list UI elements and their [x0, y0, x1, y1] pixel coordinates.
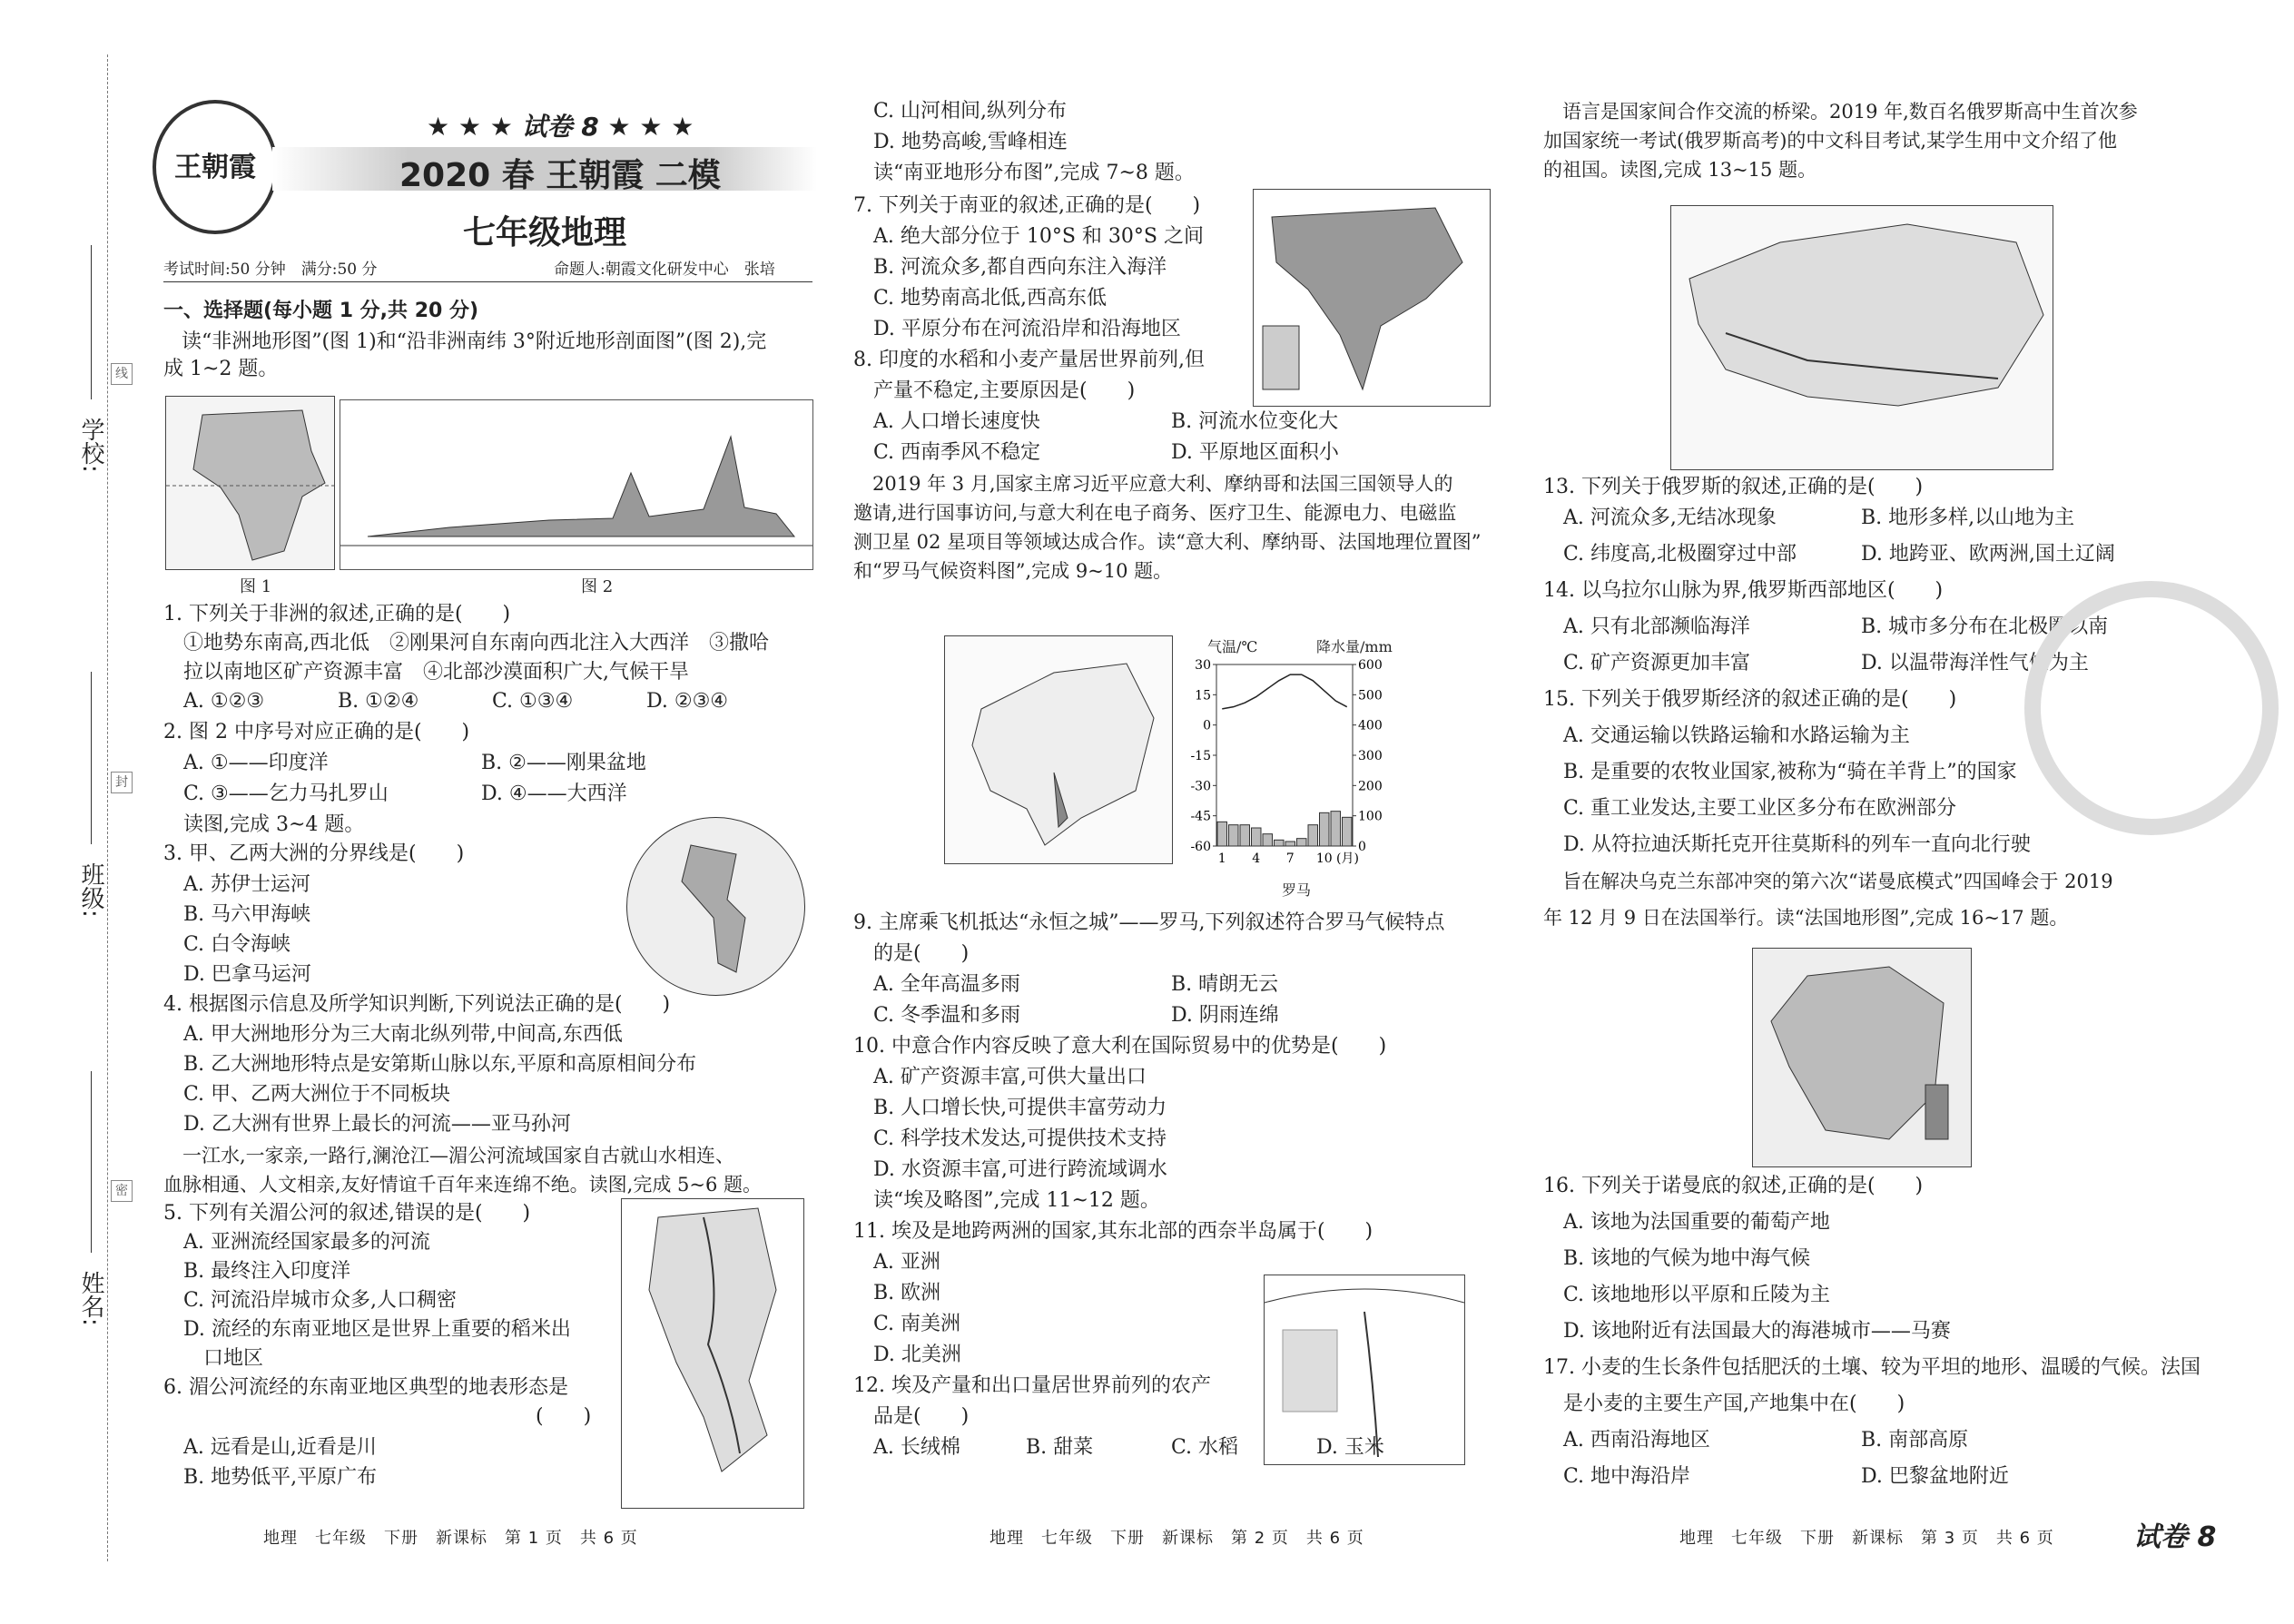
- globe-svg: [627, 818, 804, 995]
- question-16: 16. 下列关于诺曼底的叙述,正确的是( ): [1543, 1175, 1924, 1197]
- elevation-legend: [1263, 326, 1299, 389]
- q1-option-b[interactable]: B. ①②④: [338, 690, 419, 713]
- q11-option-b[interactable]: B. 欧洲: [873, 1282, 941, 1304]
- y-tick-label: -60: [1190, 840, 1211, 854]
- intro-9-10-a: 2019 年 3 月,国家主席习近平应意大利、摩纳哥和法国三国领导人的: [853, 473, 1453, 495]
- footer-page-2: 地理 七年级 下册 新课标 第 2 页 共 6 页: [989, 1529, 1364, 1548]
- y2-tick-label: 500: [1358, 688, 1383, 704]
- q10-option-d[interactable]: D. 水资源丰富,可进行跨流域调水: [873, 1158, 1167, 1181]
- q6-option-b[interactable]: B. 地势低平,平原广布: [183, 1466, 378, 1489]
- q17-option-b[interactable]: B. 南部高原: [1861, 1429, 1969, 1452]
- precip-bar: [1252, 828, 1262, 846]
- intro-1-2: 读“非洲地形图”(图 1)和“沿非洲南纬 3°附近地形剖面图”(图 2),完: [182, 330, 767, 353]
- precip-bar: [1240, 825, 1250, 846]
- y2-tick-label: 0: [1358, 840, 1366, 854]
- q7-option-c[interactable]: C. 地势南高北低,西高东低: [873, 287, 1108, 310]
- q8-option-c[interactable]: C. 西南季风不稳定: [873, 441, 1041, 464]
- q5-option-b[interactable]: B. 最终注入印度洋: [183, 1260, 351, 1283]
- question-7: 7. 下列关于南亚的叙述,正确的是( ): [853, 194, 1201, 217]
- x-axis-unit: (月): [1336, 851, 1359, 866]
- globe-americas-map: [626, 817, 805, 996]
- q17-option-a[interactable]: A. 西南沿海地区: [1563, 1429, 1710, 1452]
- intro-9-10-d: 和“罗马气候资料图”,完成 9~10 题。: [853, 560, 1173, 582]
- cut-line: [107, 54, 108, 1561]
- q12-option-d[interactable]: D. 玉米: [1316, 1436, 1384, 1459]
- precip-bar: [1275, 840, 1285, 846]
- climate-precip-label: 降水量/mm: [1316, 638, 1393, 655]
- intro-3-4: 读图,完成 3~4 题。: [183, 813, 365, 836]
- russia-map: [1670, 205, 2053, 470]
- seal-mi: 密: [111, 1180, 133, 1202]
- seal-xian: 线: [111, 363, 133, 385]
- name-label: 姓名:: [77, 1271, 104, 1326]
- q7-option-b[interactable]: B. 河流众多,都自西向东注入海洋: [873, 256, 1167, 279]
- intro-13-15-a: 语言是国家间合作交流的桥梁。2019 年,数百名俄罗斯高中生首次参: [1543, 101, 2138, 123]
- q14-option-d[interactable]: D. 以温带海洋性气候为主: [1861, 652, 2089, 674]
- q11-option-c[interactable]: C. 南美洲: [873, 1313, 961, 1335]
- q8-option-a[interactable]: A. 人口增长速度快: [873, 410, 1040, 433]
- section-heading: 一、选择题(每小题 1 分,共 20 分): [163, 300, 479, 322]
- page-title: 2020 春 王朝霞 二模: [399, 157, 721, 194]
- question-1-body-b: 拉以南地区矿产资源丰富 ④北部沙漠面积广大,气候干旱: [183, 661, 689, 684]
- q10-option-b[interactable]: B. 人口增长快,可提供丰富劳动力: [873, 1097, 1167, 1119]
- q6-option-c[interactable]: C. 山河相间,纵列分布: [873, 100, 1068, 123]
- q12-option-a[interactable]: A. 长绒棉: [873, 1436, 960, 1459]
- x-tick-label: 7: [1285, 851, 1295, 866]
- france-map-svg: [1753, 949, 1971, 1166]
- q17-option-c[interactable]: C. 地中海沿岸: [1563, 1465, 1691, 1488]
- q4-option-a[interactable]: A. 甲大洲地形分为三大南北纵列带,中间高,东西低: [183, 1023, 623, 1046]
- q14-option-c[interactable]: C. 矿产资源更加丰富: [1563, 652, 1751, 674]
- exam-info: 考试时间:50 分钟 满分:50 分: [163, 261, 378, 279]
- y-tick-label: -30: [1190, 779, 1211, 794]
- south-asia-shape: [1272, 208, 1462, 389]
- intro-5-6a: 一江水,一家亲,一路行,澜沧江—湄公河流域国家自古就山水相连、: [163, 1145, 735, 1166]
- q15-option-b[interactable]: B. 是重要的农牧业国家,被称为“骑在羊背上”的国家: [1563, 761, 2017, 783]
- q7-option-d[interactable]: D. 平原分布在河流沿岸和沿海地区: [873, 318, 1181, 340]
- school-blank[interactable]: [91, 245, 94, 399]
- precip-bar: [1331, 812, 1341, 846]
- south-asia-map: [1253, 189, 1491, 407]
- header-rule: [163, 281, 812, 282]
- q1-option-a[interactable]: A. ①②③: [183, 690, 265, 713]
- france-map: [1752, 948, 1972, 1167]
- question-13: 13. 下列关于俄罗斯的叙述,正确的是( ): [1543, 476, 1924, 498]
- q13-option-a[interactable]: A. 河流众多,无结冰现象: [1563, 507, 1777, 529]
- mekong-map-svg: [622, 1199, 803, 1508]
- y-tick-label: -15: [1190, 749, 1211, 763]
- q12-option-b[interactable]: B. 甜菜: [1026, 1436, 1094, 1459]
- q15-option-c[interactable]: C. 重工业发达,主要工业区多分布在欧洲部分: [1563, 797, 1957, 820]
- rome-climate-chart: [1180, 635, 1398, 899]
- question-12: 12. 埃及产量和出口量居世界前列的农产: [853, 1374, 1211, 1397]
- q15-option-d[interactable]: D. 从符拉迪沃斯托克开往莫斯科的列车一直向北行驶: [1563, 833, 2031, 856]
- q13-option-b[interactable]: B. 地形多样,以山地为主: [1861, 507, 2075, 529]
- class-label: 班级:: [77, 862, 104, 918]
- question-4: 4. 根据图示信息及所学知识判断,下列说法正确的是( ): [163, 993, 671, 1016]
- q3-option-d[interactable]: D. 巴拿马运河: [183, 963, 311, 986]
- q5-option-d-cont: 口地区: [183, 1347, 264, 1370]
- question-9-b: 的是( ): [873, 942, 970, 965]
- q16-option-a[interactable]: A. 该地为法国重要的葡萄产地: [1563, 1211, 1830, 1234]
- precip-bar: [1263, 834, 1273, 846]
- intro-5-6b: 血脉相通、人文相亲,友好情谊千百年来连绵不绝。读图,完成 5~6 题。: [163, 1174, 763, 1196]
- y-tick-label: 0: [1203, 718, 1211, 733]
- q13-option-d[interactable]: D. 地跨亚、欧两洲,国土辽阔: [1861, 543, 2115, 566]
- elevation-legend-france: [1925, 1085, 1948, 1139]
- y2-tick-label: 600: [1358, 658, 1383, 673]
- question-5: 5. 下列有关湄公河的叙述,错误的是( ): [163, 1202, 531, 1225]
- intro-16-17-b: 年 12 月 9 日在法国举行。读“法国地形图”,完成 16~17 题。: [1543, 907, 2069, 929]
- q13-option-c[interactable]: C. 纬度高,北极圈穿过中部: [1563, 543, 1797, 566]
- q1-option-c[interactable]: C. ①③④: [492, 690, 574, 713]
- y-tick-label: -45: [1190, 809, 1211, 824]
- y-tick-label: 15: [1195, 688, 1211, 704]
- footer-page-3: 地理 七年级 下册 新课标 第 3 页 共 6 页: [1679, 1529, 2054, 1548]
- x-tick-label: 1: [1217, 851, 1226, 866]
- q16-option-d[interactable]: D. 该地附近有法国最大的海港城市——马赛: [1563, 1320, 1951, 1343]
- intro-9-10-b: 邀请,进行国事访问,与意大利在电子商务、医疗卫生、能源电力、电磁监: [853, 502, 1457, 524]
- question-12-b: 品是( ): [873, 1405, 970, 1428]
- seal-feng: 封: [111, 772, 133, 793]
- school-label: 学校:: [77, 418, 104, 473]
- question-10: 10. 中意合作内容反映了意大利在国际贸易中的优势是( ): [853, 1035, 1387, 1058]
- intro-16-17-a: 旨在解决乌克兰东部冲突的第六次“诺曼底模式”四国峰会于 2019: [1543, 871, 2113, 892]
- question-11: 11. 埃及是地跨两洲的国家,其东北部的西奈半岛属于( ): [853, 1220, 1373, 1243]
- precip-bar: [1285, 842, 1295, 846]
- q2-option-a[interactable]: A. ①——印度洋: [183, 752, 329, 774]
- name-blank[interactable]: [91, 1071, 94, 1253]
- americas-shape: [682, 845, 745, 972]
- q5-option-a[interactable]: A. 亚洲流经国家最多的河流: [183, 1231, 430, 1254]
- france-shape: [1771, 967, 1944, 1139]
- africa-map-svg: [166, 397, 334, 569]
- y2-tick-label: 400: [1358, 718, 1383, 733]
- intro-9-10-c: 测卫星 02 星项目等领域达成合作。读“意大利、摩纳哥、法国地理位置图”: [853, 531, 1482, 553]
- africa-profile-svg: [340, 400, 812, 569]
- question-15: 15. 下列关于俄罗斯经济的叙述正确的是( ): [1543, 688, 1957, 711]
- brand-logo: [153, 100, 278, 234]
- q15-option-a[interactable]: A. 交通运输以铁路运输和水路运输为主: [1563, 724, 1910, 747]
- precip-bar: [1308, 825, 1318, 846]
- fig2-caption: 图 2: [581, 577, 614, 596]
- y2-tick-label: 100: [1358, 809, 1383, 824]
- q14-option-a[interactable]: A. 只有北部濒临海洋: [1563, 615, 1750, 638]
- intro-11-12: 读“埃及略图”,完成 11~12 题。: [873, 1189, 1160, 1212]
- fig1-caption: 图 1: [240, 577, 272, 596]
- exam-tag-footer: 试卷 8: [2133, 1521, 2217, 1553]
- question-17: 17. 小麦的生长条件包括肥沃的土壤、较为平坦的地形、温暖的气候。法国: [1543, 1356, 2200, 1379]
- footer-page-1: 地理 七年级 下册 新课标 第 1 页 共 6 页: [263, 1529, 638, 1548]
- question-8: 8. 印度的水稻和小麦产量居世界前列,但: [853, 349, 1205, 371]
- logo-text: 王朝霞: [174, 152, 256, 183]
- q4-option-c[interactable]: C. 甲、乙两大洲位于不同板块: [183, 1083, 451, 1106]
- q5-option-d[interactable]: D. 流经的东南亚地区是世界上重要的稻米出: [183, 1318, 571, 1341]
- q10-option-c[interactable]: C. 科学技术发达,可提供技术支持: [873, 1127, 1167, 1150]
- question-9: 9. 主席乘飞机抵达“永恒之城”——罗马,下列叙述符合罗马气候特点: [853, 911, 1445, 934]
- q3-option-a[interactable]: A. 苏伊士运河: [183, 873, 310, 896]
- q17-option-d[interactable]: D. 巴黎盆地附近: [1861, 1465, 2009, 1488]
- exam-author: 命题人:朝霞文化研发中心 张培: [554, 261, 775, 279]
- x-tick-label: 10: [1315, 851, 1333, 866]
- oasis-area: [1283, 1330, 1337, 1412]
- subject-title: 七年级地理: [463, 214, 627, 251]
- question-6-paren: ( ): [536, 1405, 592, 1428]
- question-6: 6. 湄公河流经的东南亚地区典型的地表形态是: [163, 1376, 568, 1399]
- question-2: 2. 图 2 中序号对应正确的是( ): [163, 721, 470, 743]
- class-blank[interactable]: [91, 672, 94, 844]
- exam-tag: ★ ★ ★ 试卷 8 ★ ★ ★: [427, 112, 694, 142]
- y2-tick-label: 200: [1358, 779, 1383, 794]
- q10-option-a[interactable]: A. 矿产资源丰富,可供大量出口: [873, 1066, 1147, 1088]
- africa-profile: [340, 399, 813, 570]
- q8-option-d[interactable]: D. 平原地区面积小: [1171, 441, 1339, 464]
- q16-option-c[interactable]: C. 该地地形以平原和丘陵为主: [1563, 1284, 1831, 1306]
- precip-bar: [1320, 812, 1330, 846]
- question-1: 1. 下列关于非洲的叙述,正确的是( ): [163, 603, 511, 625]
- precip-bar: [1343, 817, 1353, 846]
- q6-option-a[interactable]: A. 远看是山,近看是川: [183, 1436, 377, 1459]
- q14-option-b[interactable]: B. 城市多分布在北极圈以南: [1861, 615, 2109, 638]
- q9-option-a[interactable]: A. 全年高温多雨: [873, 973, 1020, 996]
- q9-option-c[interactable]: C. 冬季温和多雨: [873, 1004, 1021, 1027]
- q4-option-b[interactable]: B. 乙大洲地形特点是安第斯山脉以东,平原和高原相间分布: [183, 1053, 697, 1076]
- question-14: 14. 以乌拉尔山脉为界,俄罗斯西部地区( ): [1543, 579, 1944, 602]
- q2-option-d[interactable]: D. ④——大西洋: [481, 782, 627, 805]
- q2-option-c[interactable]: C. ③——乞力马扎罗山: [183, 782, 389, 805]
- q12-option-c[interactable]: C. 水稻: [1171, 1436, 1239, 1459]
- q9-option-d[interactable]: D. 阴雨连绵: [1171, 1004, 1279, 1027]
- precip-bar: [1217, 822, 1227, 846]
- climate-temp-label: 气温/℃: [1207, 638, 1258, 655]
- question-17-b: 是小麦的主要生产国,产地集中在( ): [1563, 1393, 1905, 1415]
- climate-svg: [1180, 654, 1398, 881]
- y-tick-label: 30: [1195, 658, 1211, 673]
- mekong-map: [621, 1198, 804, 1509]
- q7-option-a[interactable]: A. 绝大部分位于 10°S 和 30°S 之间: [873, 225, 1204, 248]
- q11-option-d[interactable]: D. 北美洲: [873, 1343, 961, 1366]
- russia-map-svg: [1671, 206, 2053, 469]
- intro-13-15-c: 的祖国。读图,完成 13~15 题。: [1543, 159, 1817, 181]
- intro-7-8: 读“南亚地形分布图”,完成 7~8 题。: [873, 162, 1195, 184]
- precip-bar: [1297, 839, 1307, 846]
- q3-option-b[interactable]: B. 马六甲海峡: [183, 903, 311, 926]
- south-asia-svg: [1254, 190, 1490, 406]
- q8-option-b[interactable]: B. 河流水位变化大: [1171, 410, 1339, 433]
- intro-1-2b: 成 1~2 题。: [163, 358, 279, 380]
- intro-13-15-b: 加国家统一考试(俄罗斯高考)的中文科目考试,某学生用中文介绍了他: [1543, 130, 2118, 152]
- q4-option-d[interactable]: D. 乙大洲有世界上最长的河流——亚马孙河: [183, 1113, 571, 1136]
- watermark-seal: [2024, 581, 2279, 835]
- q2-option-b[interactable]: B. ②——刚果盆地: [481, 752, 646, 774]
- x-tick-label: 4: [1252, 851, 1261, 866]
- q16-option-b[interactable]: B. 该地的气候为地中海气候: [1563, 1247, 1811, 1270]
- q3-option-c[interactable]: C. 白令海峡: [183, 933, 291, 956]
- q11-option-a[interactable]: A. 亚洲: [873, 1251, 940, 1274]
- precip-bar: [1229, 825, 1239, 846]
- question-8-b: 产量不稳定,主要原因是( ): [873, 379, 1136, 402]
- terrain-profile: [368, 437, 794, 536]
- q5-option-c[interactable]: C. 河流沿岸城市众多,人口稠密: [183, 1289, 458, 1312]
- q1-option-d[interactable]: D. ②③④: [646, 690, 729, 713]
- q6-option-d[interactable]: D. 地势高峻,雪峰相连: [873, 131, 1068, 153]
- europe-map: [944, 635, 1173, 864]
- climate-city-label: 罗马: [1282, 881, 1312, 899]
- africa-map: [165, 396, 335, 570]
- mediterranean-coast: [1265, 1289, 1464, 1303]
- q9-option-b[interactable]: B. 晴朗无云: [1171, 973, 1279, 996]
- question-3: 3. 甲、乙两大洲的分界线是( ): [163, 842, 465, 865]
- y2-tick-label: 300: [1358, 749, 1383, 763]
- europe-map-svg: [945, 636, 1172, 863]
- temperature-line: [1222, 674, 1347, 709]
- question-1-body-a: ①地势东南高,西北低 ②刚果河自东南向西北注入大西洋 ③撒哈: [183, 632, 769, 655]
- indochina-shape: [649, 1208, 776, 1471]
